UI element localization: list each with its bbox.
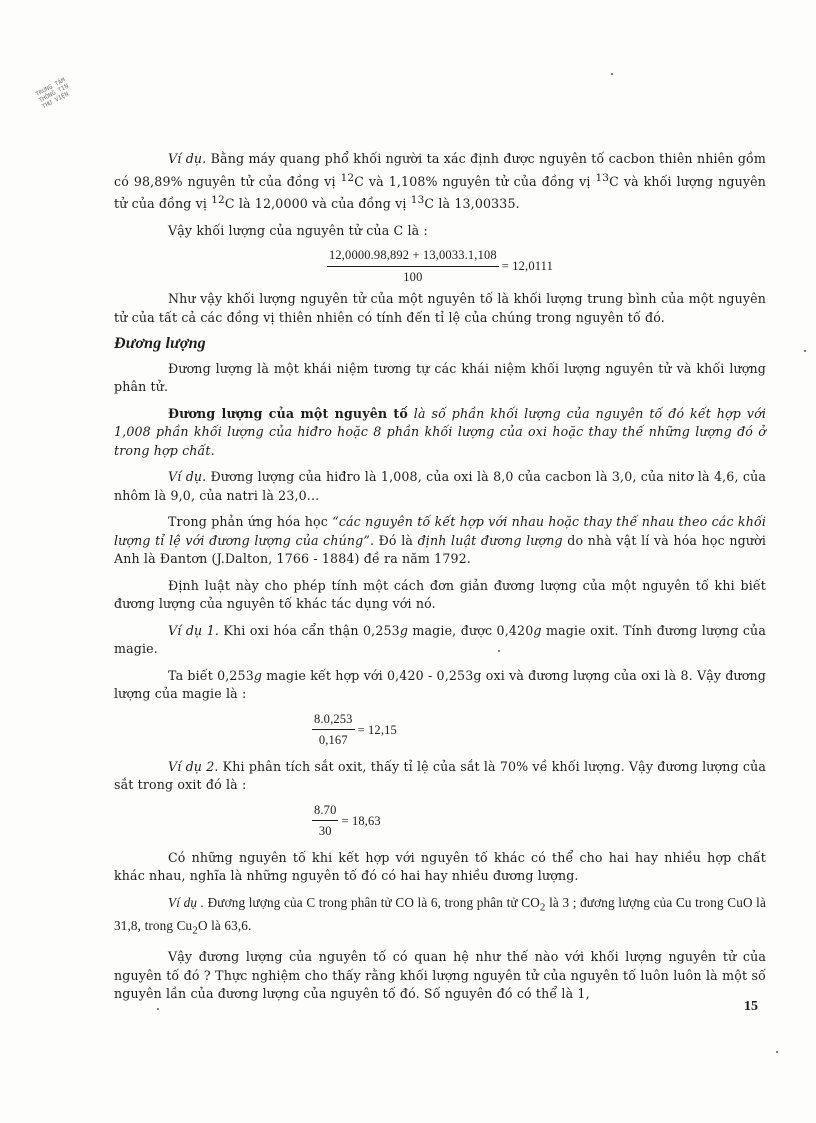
- page-body: [114, 150, 766, 1004]
- paragraph-example-1: Ví dụ 1. Khi oxi hóa cẩn thận 0,253g magie, được 0,420g magie oxit. Tính đương lượng của magie.: [114, 622, 766, 657]
- paragraph-example-carbon: Ví dụ. Bằng máy quang phổ khối người ta xác định được nguyên tố cacbon thiên nhiên gồm có 98,89% nguyên tử của đồng vị $^{12}$C và 1,108% nguyên tử của đồng vị $^{13}$C và khối lượng nguyên tử của đồng vị $^{12}$C là 12,0000 và của đồng vị $^{13}$C là 13,00335.: [114, 151, 767, 212]
- scan-speck: [498, 650, 500, 652]
- paragraph-carbon-mass-intro: Vậy khối lượng của nguyên tử của C là :: [168, 222, 428, 238]
- paragraph-example-co-cu: Ví dụ . Đương lượng của C trong phân tử CO là 6, trong phân tử $CO_2$ là 3 ; đương lượng của Cu trong CuO là 31,8, trong $Cu_2O$ là 63,6.: [114, 894, 766, 937]
- formula-result: = 12,0111: [501, 259, 554, 274]
- page-number: 15: [744, 999, 758, 1014]
- paragraph-law-usage: Định luật này cho phép tính một cách đơn giản đương lượng của một nguyên tố khi biết đương lượng của nguyên tố khác tác dụng với nó.: [114, 577, 766, 612]
- paragraph-example-2: Ví dụ 2. Khi phân tích sắt oxit, thấy tỉ lệ của sắt là 70% về khối lượng. Vậy đương lượng của sắt trong oxit đó là :: [114, 758, 766, 793]
- paragraph-multiple-equivalents: Có những nguyên tố khi kết hợp với nguyên tố khác có thể cho hai hay nhiều hợp chất khác nhau, nghĩa là những nguyên tố đó có hai hay nhiều đương lượng.: [114, 849, 766, 884]
- stamp-text: TRUNG TÂM THÔNG TIN THƯ VIỆN: [34, 76, 70, 111]
- paragraph-equivalent-law: Trong phản ứng hóa học “các nguyên tố kết hợp với nhau hoặc thay thế nhau theo các khối lượng tỉ lệ với đương lượng của chúng”. Đó là định luật đương lượng do nhà vật lí và hóa học người Anh là Đantơn (J.Dalton, 1766 - 1884) đề ra năm 1792.: [114, 514, 766, 567]
- scan-speck: [776, 1051, 778, 1053]
- scan-speck: [157, 1008, 159, 1010]
- scan-speck: [611, 73, 613, 75]
- fraction: [312, 710, 355, 750]
- paragraph-equivalent-intro: Đương lượng là một khái niệm tương tự các khái niệm khối lượng nguyên tử và khối lượng phân tử.: [114, 360, 766, 395]
- numerator: 8.0,253: [312, 710, 355, 731]
- formula-iron: [312, 801, 766, 841]
- fraction: [312, 801, 338, 841]
- numerator: 12,0000.98,892 + 13,0033.1,108: [327, 246, 499, 267]
- denominator: 100: [403, 269, 423, 284]
- paragraph-equivalent-definition: Đương lượng của một nguyên tố là số phần khối lượng của nguyên tố đó kết hợp với 1,008 phần khối lượng của hiđro hoặc 8 phần khối lượng của oxi hoặc thay thế những lượng đó ở trong hợp chất.: [114, 405, 767, 458]
- paragraph-atomic-mass-definition: Như vậy khối lượng nguyên tử của một nguyên tố là khối lượng trung bình của một nguyên tử của tất cả các đồng vị thiên nhiên có tính đến tỉ lệ của chúng trong nguyên tố đó.: [114, 291, 766, 325]
- paragraph-equivalent-relation: Vậy đương lượng của nguyên tố có quan hệ như thế nào với khối lượng nguyên tử của nguyên tố đó ? Thực nghiệm cho thấy rằng khối lượng nguyên tử của nguyên tố luôn luôn là một số nguyên lần của đương lượng của nguyên tố đó. Số nguyên đó có thể là 1,: [114, 949, 766, 1002]
- paragraph-example-equivalents: Ví dụ. Đương lượng của hiđro là 1,008, của oxi là 8,0 của cacbon là 3,0, của nitơ là 4,6, của nhôm là 9,0, của natri là 23,0...: [114, 469, 766, 503]
- formula-result: = 12,15: [357, 722, 397, 737]
- fraction: [327, 246, 499, 286]
- section-heading: Đương lượng: [114, 335, 206, 353]
- paragraph-magnesium-calc: Ta biết 0,253g magie kết hợp với 0,420 - 0,253g oxi và đương lượng của oxi là 8. Vậy đương lượng của magie là :: [114, 667, 767, 702]
- formula-carbon-mass: [114, 246, 766, 286]
- denominator: 0,167: [318, 733, 348, 748]
- library-stamp: [34, 72, 87, 122]
- scan-speck: [804, 350, 806, 352]
- formula-magnesium: [312, 710, 766, 750]
- denominator: 30: [318, 824, 332, 839]
- formula-result: = 18,63: [341, 813, 381, 828]
- numerator: 8.70: [312, 801, 338, 822]
